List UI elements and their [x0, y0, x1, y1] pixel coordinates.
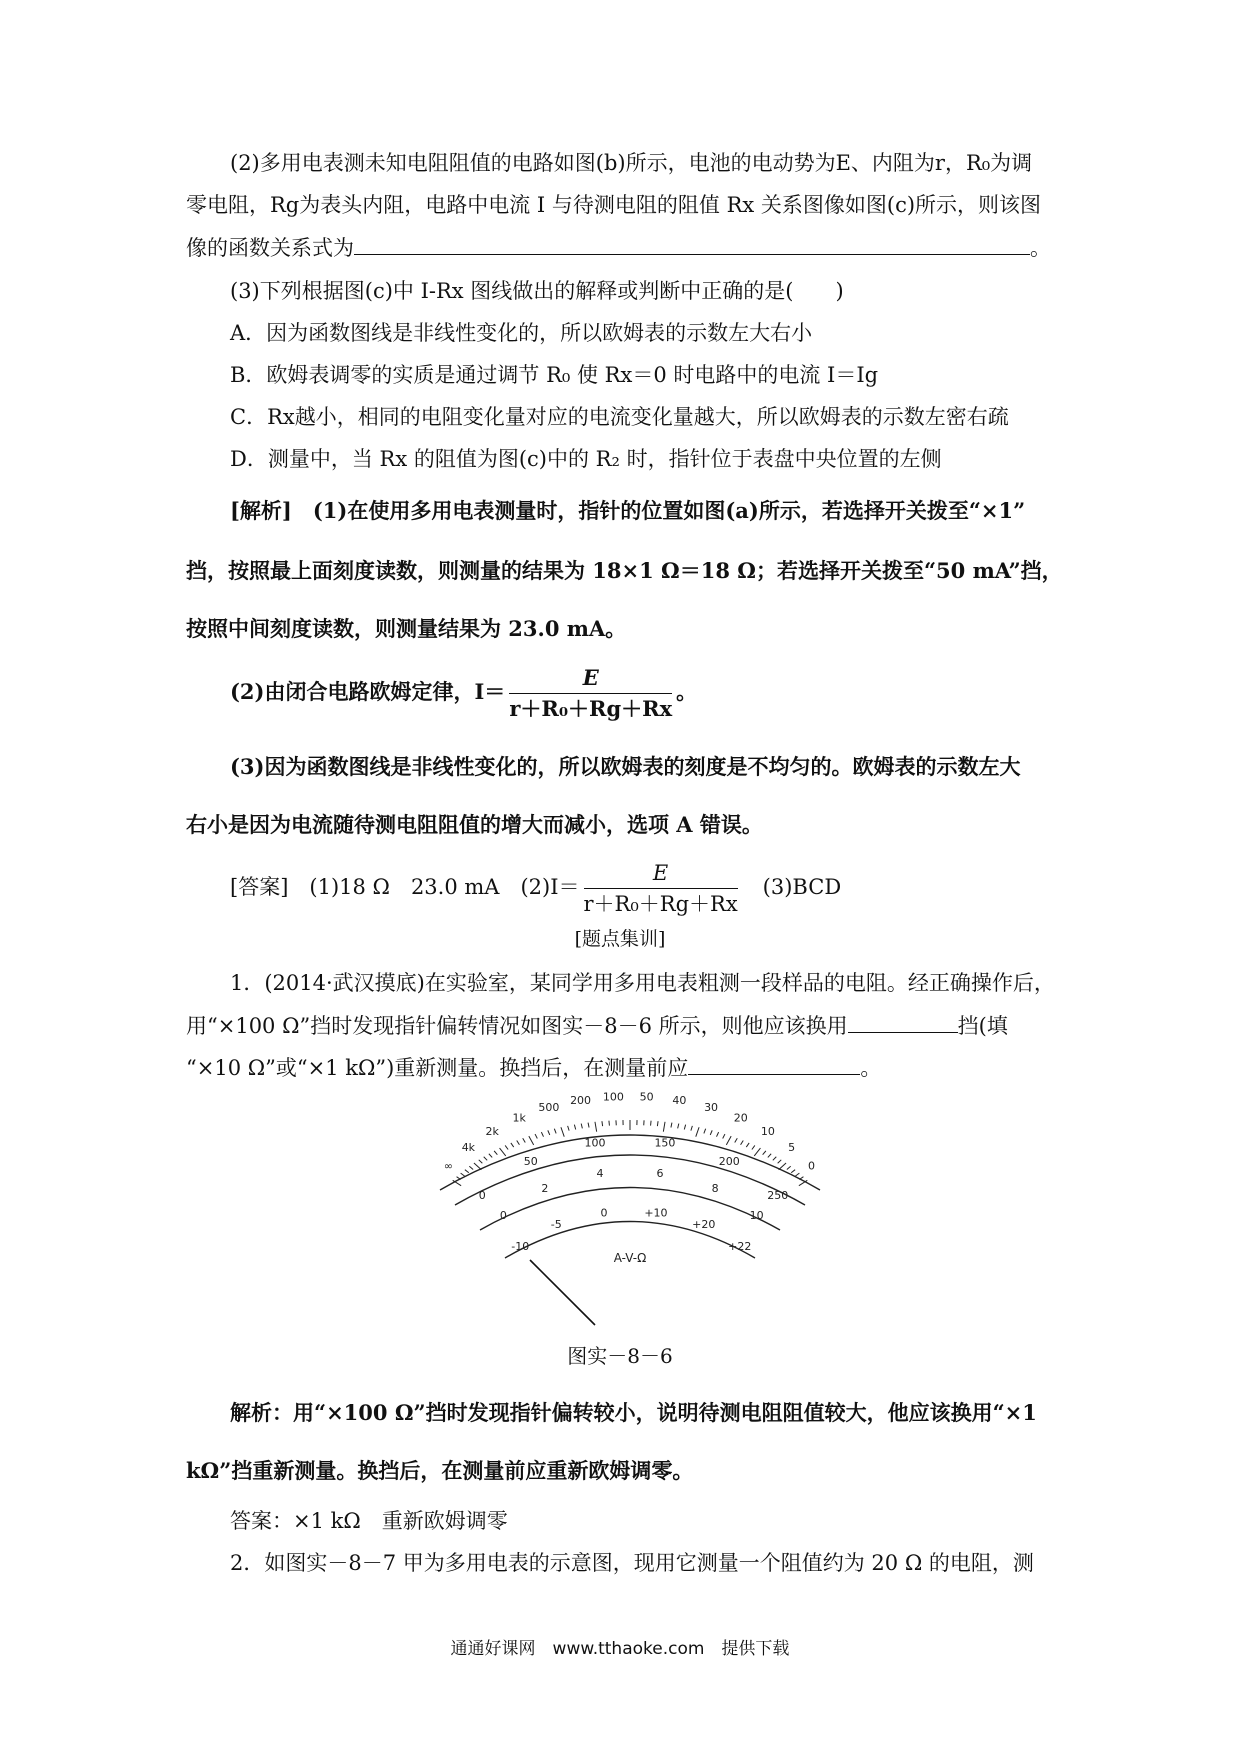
scale-tick	[795, 1173, 799, 1176]
answer-suffix: (3)BCD	[741, 875, 842, 899]
scale-tick	[717, 1132, 719, 1137]
answer-denominator: r＋R₀＋Rg＋Rx	[583, 892, 738, 916]
analysis-line-1: [解析] (1)在使用多用电表测量时，指针的位置如图(a)所示，若选择开关拨至“×1”	[230, 498, 1026, 523]
scale-tick	[484, 1157, 487, 1161]
ohm-tick-label: ∞	[443, 1159, 454, 1173]
scale-tick	[752, 1145, 755, 1149]
scale-tick	[746, 1143, 749, 1147]
ohm-tick-label: 50	[639, 1090, 654, 1104]
scale-tick	[663, 1122, 665, 1132]
answer-line	[230, 860, 1050, 917]
current-tick-label: 50	[523, 1154, 538, 1168]
formula-fraction	[509, 665, 672, 722]
scale-tick	[651, 1121, 652, 1126]
scale-tick	[657, 1121, 658, 1126]
db-tick-label: -5	[550, 1218, 562, 1232]
scale-tick	[489, 1154, 492, 1158]
scale-tick	[548, 1130, 550, 1135]
small-tick-label: 8	[711, 1181, 719, 1195]
ohm-tick-label: 100	[602, 1090, 624, 1104]
scale-tick	[609, 1121, 610, 1126]
current-tick-label: 250	[767, 1188, 789, 1202]
scale-tick	[726, 1136, 731, 1145]
q3-option-d: D．测量中，当 Rx 的阻值为图(c)中的 R₂ 时，指针位于表盘中央位置的左侧	[230, 447, 942, 471]
ohm-tick-label: 40	[672, 1094, 687, 1108]
scale-tick	[535, 1134, 537, 1138]
ohm-tick-label: 500	[538, 1101, 560, 1115]
answer-fraction	[584, 860, 738, 917]
solution1-line-1: 解析：用“×100 Ω”挡时发现指针偏转较小，说明待测电阻阻值较大，他应该换用“×1	[230, 1400, 1037, 1425]
ohm-tick-label: 10	[760, 1124, 775, 1138]
db-tick-label: 0	[600, 1206, 608, 1220]
scale-tick	[768, 1154, 771, 1158]
ohm-tick-label: 1k	[512, 1111, 526, 1125]
scale-tick	[474, 1163, 481, 1170]
analysis-line-5: (3)因为函数图线是非线性变化的，所以欧姆表的刻度是不均匀的。欧姆表的示数左大	[230, 754, 1021, 779]
answer-blank-operation	[688, 1052, 860, 1075]
small-tick-label: 2	[541, 1181, 549, 1195]
scale-tick	[723, 1134, 725, 1138]
current-tick-label: 0	[478, 1188, 486, 1202]
scale-tick	[588, 1123, 589, 1128]
scale-tick	[529, 1136, 534, 1145]
q2-line-3: 像的函数关系式为 。	[186, 232, 1006, 263]
problem1-line-3-end: 。	[860, 1056, 882, 1080]
answer-prefix: [答案] (1)18 Ω 23.0 mA (2)I＝	[230, 875, 580, 899]
scale-tick	[479, 1160, 483, 1163]
db-tick-label: -10	[511, 1239, 530, 1253]
page-footer: 通通好课网 www.tthaoke.com 提供下载	[450, 1639, 790, 1659]
scale-tick	[704, 1129, 706, 1134]
scale-tick	[741, 1141, 744, 1145]
current-scale-arc	[480, 1188, 780, 1231]
q3-option-a: A．因为函数图线是非线性变化的，所以欧姆表的示数左大右小	[230, 321, 813, 345]
answer-blank-range	[848, 1010, 958, 1033]
outer-scale-arc	[440, 1135, 820, 1190]
problem1-line-2-end: 挡(填	[957, 1014, 1008, 1038]
ohm-tick-label: 4k	[461, 1141, 476, 1155]
scale-tick	[523, 1138, 526, 1142]
scale-tick	[787, 1166, 791, 1169]
problem1-line-3-text: “×10 Ω”或“×1 kΩ”)重新测量。换挡后，在测量前应	[186, 1056, 689, 1080]
small-tick-label: 6	[656, 1166, 664, 1180]
ohm-tick-label: 0	[808, 1159, 816, 1173]
ohm-tick-label: 5	[788, 1141, 796, 1155]
scale-tick	[691, 1126, 692, 1131]
scale-tick	[581, 1124, 582, 1129]
db-tick-label: +22	[728, 1239, 752, 1253]
scale-tick	[505, 1145, 508, 1149]
analysis-line-4	[230, 665, 1050, 722]
scale-tick	[517, 1141, 520, 1145]
scale-tick	[554, 1129, 556, 1134]
current-tick-label: 150	[654, 1136, 676, 1150]
analysis-formula-suffix: 。	[676, 679, 698, 704]
current-tick-label: 200	[718, 1154, 740, 1168]
scale-tick	[494, 1151, 497, 1155]
scale-tick	[574, 1125, 575, 1130]
scale-tick	[602, 1121, 603, 1126]
problem1-line-1: 1．(2014·武汉摸底)在实验室，某同学用多用电表粗测一段样品的电阻。经正确操作后，	[230, 971, 1055, 995]
figure-caption: 图实－8－6	[567, 1344, 673, 1368]
scale-tick	[500, 1148, 506, 1156]
scale-tick	[779, 1163, 786, 1170]
multimeter-dial-figure	[420, 1090, 840, 1330]
scale-tick	[469, 1166, 473, 1169]
scale-tick	[710, 1130, 712, 1135]
scale-ticks	[453, 1120, 808, 1186]
pointer-needle	[530, 1260, 595, 1325]
scale-tick	[671, 1123, 672, 1128]
scale-tick	[678, 1124, 679, 1129]
ohm-tick-label: 20	[733, 1111, 748, 1125]
section-title: [题点集训]	[574, 928, 666, 950]
q2-line-3-text: 像的函数关系式为	[186, 236, 354, 260]
scale-tick	[778, 1160, 782, 1163]
scale-tick	[696, 1127, 699, 1136]
scale-labels	[444, 1090, 815, 1252]
answer-numerator: E	[584, 860, 738, 889]
scale-tick	[465, 1170, 469, 1173]
scale-tick	[763, 1151, 766, 1155]
scale-tick	[461, 1173, 465, 1176]
ohm-tick-label: 200	[570, 1094, 592, 1108]
analysis-formula-prefix: (2)由闭合电路欧姆定律，I＝	[230, 679, 506, 704]
scale-tick	[568, 1126, 569, 1131]
scale-tick	[541, 1132, 543, 1137]
db-tick-label: +20	[692, 1218, 716, 1232]
scale-tick	[773, 1157, 776, 1161]
q2-line-2: 零电阻，Rg为表头内阻，电路中电流 I 与待测电阻的阻值 Rx 关系图像如图(c)所示，则该图	[186, 193, 1042, 217]
current-tick-label: 100	[584, 1136, 606, 1150]
q3-option-c: C．Rx越小，相同的电阻变化量对应的电流变化量越大，所以欧姆表的示数左密右疏	[230, 405, 1009, 429]
small-tick-label: 10	[749, 1209, 764, 1223]
q3-option-b: B．欧姆表调零的实质是通过调节 R₀ 使 Rx＝0 时电路中的电流 I＝Ig	[230, 363, 879, 387]
q2-line-1: (2)多用电表测未知电阻阻值的电路如图(b)所示，电池的电动势为E、内阻为r，R₀为调	[230, 151, 1033, 175]
scale-tick	[754, 1148, 760, 1156]
analysis-line-2: 挡，按照最上面刻度读数，则测量的结果为 18×1 Ω＝18 Ω；若选择开关拨至“50 mA”挡，	[186, 558, 1063, 583]
problem1-line-2-text: 用“×100 Ω”挡时发现指针偏转情况如图实－8－6 所示，则他应该换用	[186, 1014, 848, 1038]
solution1-line-2: kΩ”挡重新测量。换挡后，在测量前应重新欧姆调零。	[186, 1458, 694, 1483]
solution1-answer: 答案：×1 kΩ 重新欧姆调零	[230, 1509, 508, 1533]
scale-tick	[735, 1138, 738, 1142]
small-tick-label: 4	[596, 1166, 604, 1180]
fraction-numerator: E	[509, 665, 672, 694]
problem1-line-2	[186, 1010, 1006, 1041]
analysis-line-6: 右小是因为电流随待测电阻阻值的增大而减小，选项 A 错误。	[186, 812, 763, 837]
scale-tick	[561, 1127, 564, 1136]
problem1-line-3	[186, 1052, 1006, 1083]
scale-tick	[511, 1143, 514, 1147]
answer-blank-formula	[354, 232, 1030, 255]
q3-stem: (3)下列根据图(c)中 I-Rx 图线做出的解释或判断中正确的是( )	[230, 279, 844, 303]
analysis-line-3: 按照中间刻度读数，则测量结果为 23.0 mA。	[186, 616, 627, 641]
ohm-tick-label: 2k	[485, 1124, 499, 1138]
problem2-line-1: 2．如图实－8－7 甲为多用电表的示意图，现用它测量一个阻值约为 20 Ω 的电阻，测	[230, 1551, 1034, 1575]
ohm-tick-label: 30	[704, 1101, 719, 1115]
fraction-denominator: r＋R₀＋Rg＋Rx	[509, 696, 673, 721]
dial-label: A-V-Ω	[613, 1251, 647, 1265]
scale-tick	[595, 1122, 597, 1132]
ohm-scale-arc	[455, 1155, 805, 1205]
db-tick-label: +10	[644, 1206, 668, 1220]
scale-tick	[791, 1170, 795, 1173]
scale-tick	[684, 1125, 685, 1130]
small-tick-label: 0	[499, 1209, 507, 1223]
